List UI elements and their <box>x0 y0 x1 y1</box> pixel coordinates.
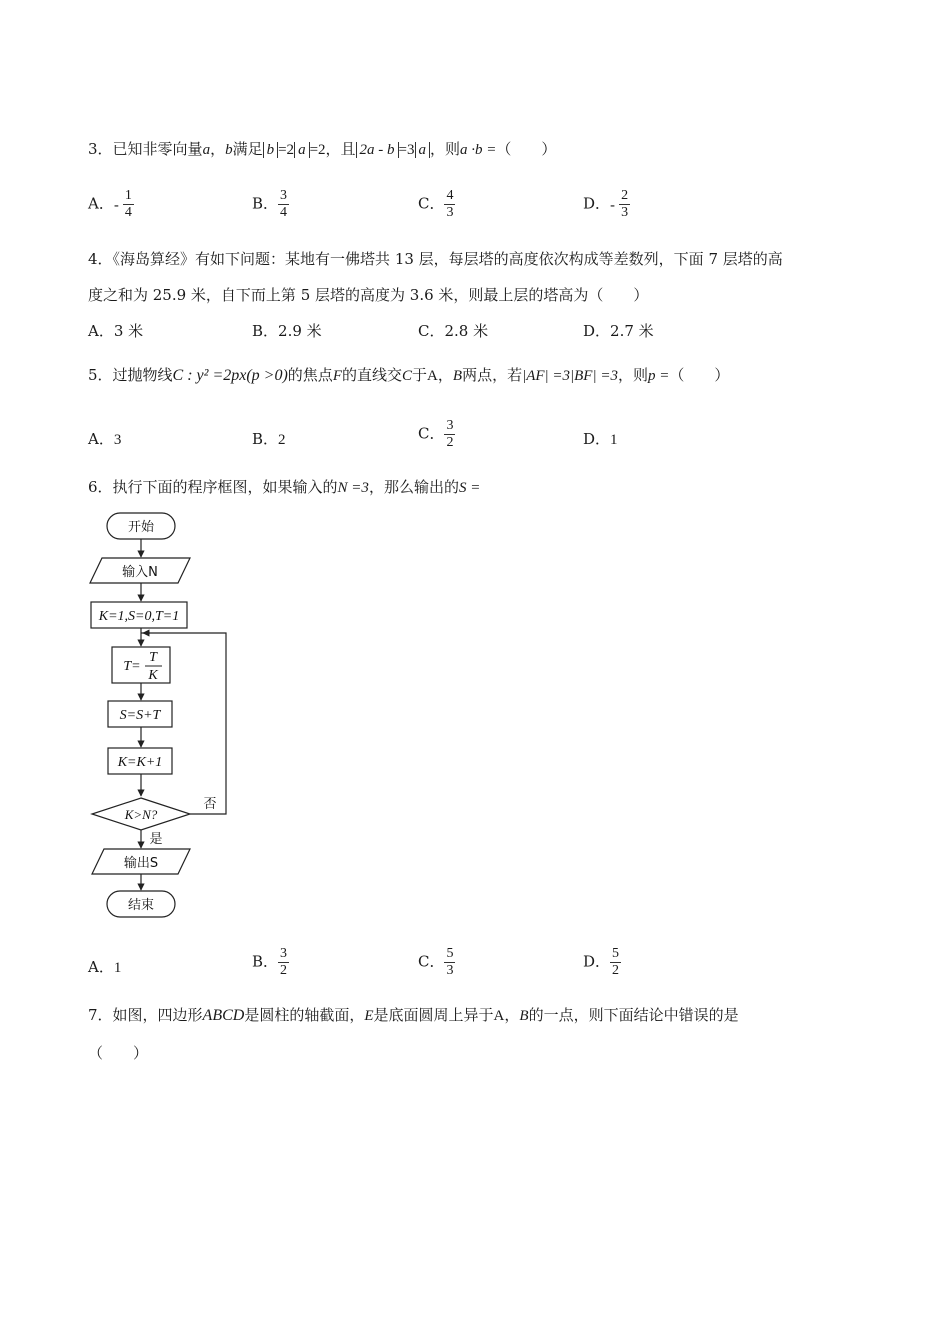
q6-stem: 6．执行下面的程序框图，如果输入的N =3，那么输出的S = <box>88 478 481 496</box>
q7-paren: （ ） <box>88 1044 149 1062</box>
q6-option-a[interactable]: A．1 <box>88 958 122 976</box>
fraction: $\frac{5}{2}$ <box>612 946 620 978</box>
q4-stem-line1: 4．《海岛算经》有如下问题：某地有一佛塔共 13 层，每层塔的高度依次构成等差数列，下面 7 层塔的高 <box>88 250 783 268</box>
fraction: $\frac{3}{4}$ <box>280 188 288 220</box>
flow-sum-label: S=S+T <box>119 708 161 723</box>
q5-option-a[interactable]: A．3 <box>88 430 122 448</box>
q3-option-d[interactable]: D．- $\frac{2}{3}$ <box>583 188 629 220</box>
fraction: $\frac{2}{3}$ <box>621 188 629 220</box>
q6-option-d[interactable]: D． $\frac{5}{2}$ <box>583 946 620 978</box>
q3-stem: 3．已知非零向量a，b满足 b =2 a =2，且 2a - b =3 a ，则a ·b =（ ） <box>88 140 557 158</box>
q5-option-b[interactable]: B．2 <box>252 430 286 448</box>
fraction: $\frac{3}{2}$ <box>280 946 288 978</box>
q5-stem: 5．过抛物线C : y² =2px(p >0)的焦点F的直线交C于A，B两点，若|AF| =3|BF| =3，则p =（ ） <box>88 366 730 384</box>
q6-option-c[interactable]: C． $\frac{5}{3}$ <box>418 946 454 978</box>
flowchart <box>80 505 280 925</box>
q4-option-a[interactable]: A．3 米 <box>88 322 144 340</box>
flow-assign-node <box>112 647 170 683</box>
q4-option-d[interactable]: D．2.7 米 <box>583 322 654 340</box>
q3-option-c[interactable]: C． $\frac{4}{3}$ <box>418 188 454 220</box>
flow-init-label: K=1,S=0,T=1 <box>98 609 180 624</box>
q3-option-b[interactable]: B． $\frac{3}{4}$ <box>252 188 288 220</box>
q7-stem: 7．如图，四边形ABCD是圆柱的轴截面，E是底面圆周上异于A，B的一点，则下面结论中错误的是 <box>88 1006 739 1024</box>
fraction: $\frac{5}{3}$ <box>446 946 454 978</box>
q5-option-d[interactable]: D．1 <box>583 430 618 448</box>
flow-assign-lhs: T= <box>123 659 141 674</box>
flow-inc-label: K=K+1 <box>117 755 163 770</box>
q4-stem-line2: 度之和为 25.9 米，自下而上第 5 层塔的高度为 3.6 米，则最上层的塔高为（ ） <box>88 286 649 304</box>
q4-option-c[interactable]: C．2.8 米 <box>418 322 489 340</box>
q3-option-a[interactable]: A．- $\frac{1}{4}$ <box>88 188 132 220</box>
flow-cond-label: K>N? <box>124 807 158 822</box>
flow-output-label: 输出S <box>123 856 159 871</box>
q6-option-b[interactable]: B． $\frac{3}{2}$ <box>252 946 288 978</box>
flow-start-label: 开始 <box>127 520 155 535</box>
fraction: $\frac{1}{4}$ <box>124 188 132 220</box>
flow-assign-num: T <box>149 650 157 665</box>
flow-yes-label: 是 <box>149 832 163 847</box>
fraction: $\frac{3}{2}$ <box>446 418 454 450</box>
flow-no-label: 否 <box>203 797 217 812</box>
flow-input-label: 输入N <box>122 565 158 580</box>
flow-end-label: 结束 <box>127 898 155 913</box>
flow-assign-den: K <box>148 668 158 683</box>
q4-option-b[interactable]: B．2.9 米 <box>252 322 322 340</box>
fraction: $\frac{4}{3}$ <box>446 188 454 220</box>
q5-option-c[interactable]: C． $\frac{3}{2}$ <box>418 418 454 450</box>
